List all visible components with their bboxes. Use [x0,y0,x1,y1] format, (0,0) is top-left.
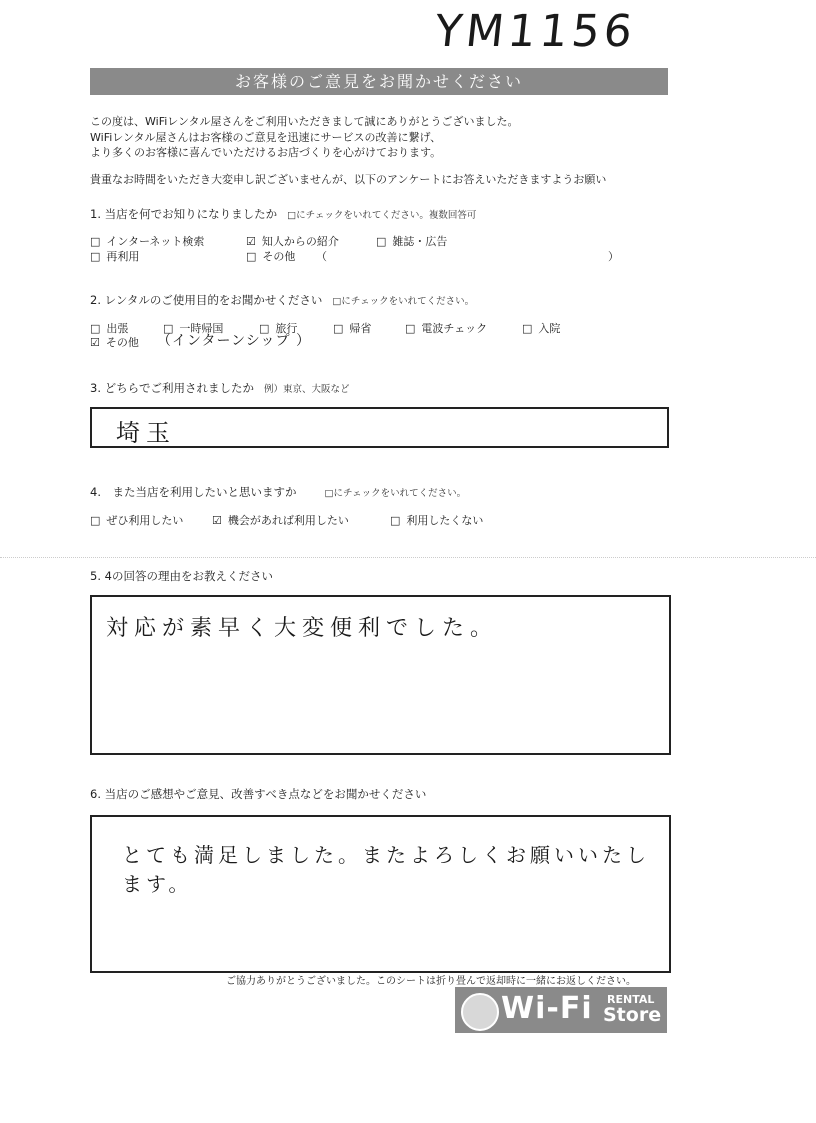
option-label: 再利用 [106,250,140,263]
checkbox[interactable]: □ [522,322,533,335]
q1-note: □にチェックをいれてください。複数回答可 [287,210,477,221]
q5-answer: 対応が素早く大変便利でした。 [106,616,499,641]
q2-option-homecoming[interactable] [333,320,371,336]
logo-main: Wi-Fi [501,991,593,1026]
checkbox[interactable]: □ [90,514,101,527]
q2-option-other[interactable] [90,334,139,350]
option-label: 機会があれば利用したい [227,514,349,527]
q4-note: □にチェックをいれてください。 [324,488,467,499]
logo-store: Store [603,1004,662,1026]
fold-line [0,557,816,558]
footer-note: ご協力ありがとうございました。このシートは折り畳んで返却時に一緒にお返しください。 [226,976,636,987]
page-title: お客様のご意見をお聞かせください [90,68,668,95]
q2-option-hospital[interactable] [522,320,560,336]
option-label: その他 [262,250,296,263]
logo-rental: RENTAL [607,993,655,1006]
option-label: 電波チェック [421,322,488,335]
checkbox[interactable]: □ [333,322,344,335]
q2-note: □にチェックをいれてください。 [332,296,475,307]
q4-question-text: 4. また当店を利用したいと思いますか [90,485,297,499]
mascot-icon [461,993,499,1031]
q2-option-signal-check[interactable] [405,320,487,336]
checkbox[interactable]: □ [390,514,401,527]
q3-question [90,380,350,396]
q1-other-close: ） [608,250,619,263]
q2-question-text: 2. レンタルのご使用目的をお聞かせください [90,293,323,307]
q1-option-internet[interactable] [90,233,204,249]
q3-question-text: 3. どちらでご利用されましたか [90,381,255,395]
checkbox[interactable]: □ [405,322,416,335]
option-label: 旅行 [275,322,298,335]
q1-option-reuse[interactable] [90,248,139,264]
q2-other-answer: （インターンシップ ） [157,333,311,349]
option-label: 入院 [538,322,561,335]
option-label: 知人からの紹介 [261,235,339,248]
checkbox[interactable]: ☑ [246,235,256,248]
intro-line-2: WiFiレンタル屋さんはお客様のご意見を迅速にサービスの改善に繋げ、 [90,131,442,144]
q6-answer: とても満足しました。またよろしくお願いいたします。 [122,843,650,896]
option-label: 一時帰国 [179,322,224,335]
q1-question-text: 1. 当店を何でお知りになりましたか [90,207,278,221]
document-id: YM1156 [432,6,639,57]
option-label: ぜひ利用したい [106,514,184,527]
q6-answer-box[interactable] [90,815,671,973]
checkbox[interactable]: □ [163,322,174,335]
checkbox[interactable]: ☑ [212,514,222,527]
intro-line-4: 貴重なお時間をいただき大変申し訳ございませんが、以下のアンケートにお答えいただきますようお願い [90,173,607,186]
intro-line-1: この度は、WiFiレンタル屋さんをご利用いただきまして誠にありがとうございました。 [90,115,519,128]
q1-option-referral[interactable] [246,233,339,249]
checkbox[interactable]: □ [90,250,101,263]
q5-answer-box[interactable] [90,595,671,755]
option-label: その他 [105,336,139,349]
q3-answer-box[interactable] [90,407,669,448]
q4-option-no[interactable] [390,512,483,528]
q1-other-open: （ [316,250,327,263]
checkbox[interactable]: □ [90,322,101,335]
option-label: 出張 [106,322,129,335]
checkbox[interactable]: □ [246,250,257,263]
q1-option-other[interactable] [246,248,295,264]
wifi-store-logo [455,987,667,1033]
checkbox[interactable]: □ [90,235,101,248]
checkbox[interactable]: ☑ [90,336,100,349]
q4-option-definitely[interactable] [90,512,183,528]
option-label: インターネット検索 [106,235,205,248]
q4-question [90,484,466,500]
q3-example: 例）東京、大阪など [264,384,350,395]
q3-answer: 埼玉 [116,419,176,447]
q4-option-if-chance[interactable] [212,512,349,528]
intro-line-3: より多くのお客様に喜んでいただけるお店づくりを心がけております。 [90,146,442,159]
q6-question: 6. 当店のご感想やご意見、改善すべき点などをお聞かせください [90,787,427,801]
option-label: 利用したくない [406,514,484,527]
q2-question [90,292,474,308]
option-label: 帰省 [349,322,372,335]
q1-option-magazine[interactable] [376,233,447,249]
checkbox[interactable]: □ [259,322,270,335]
q1-question [90,206,476,222]
q5-question: 5. 4の回答の理由をお教えください [90,569,273,583]
option-label: 雑誌・広告 [392,235,448,248]
checkbox[interactable]: □ [376,235,387,248]
